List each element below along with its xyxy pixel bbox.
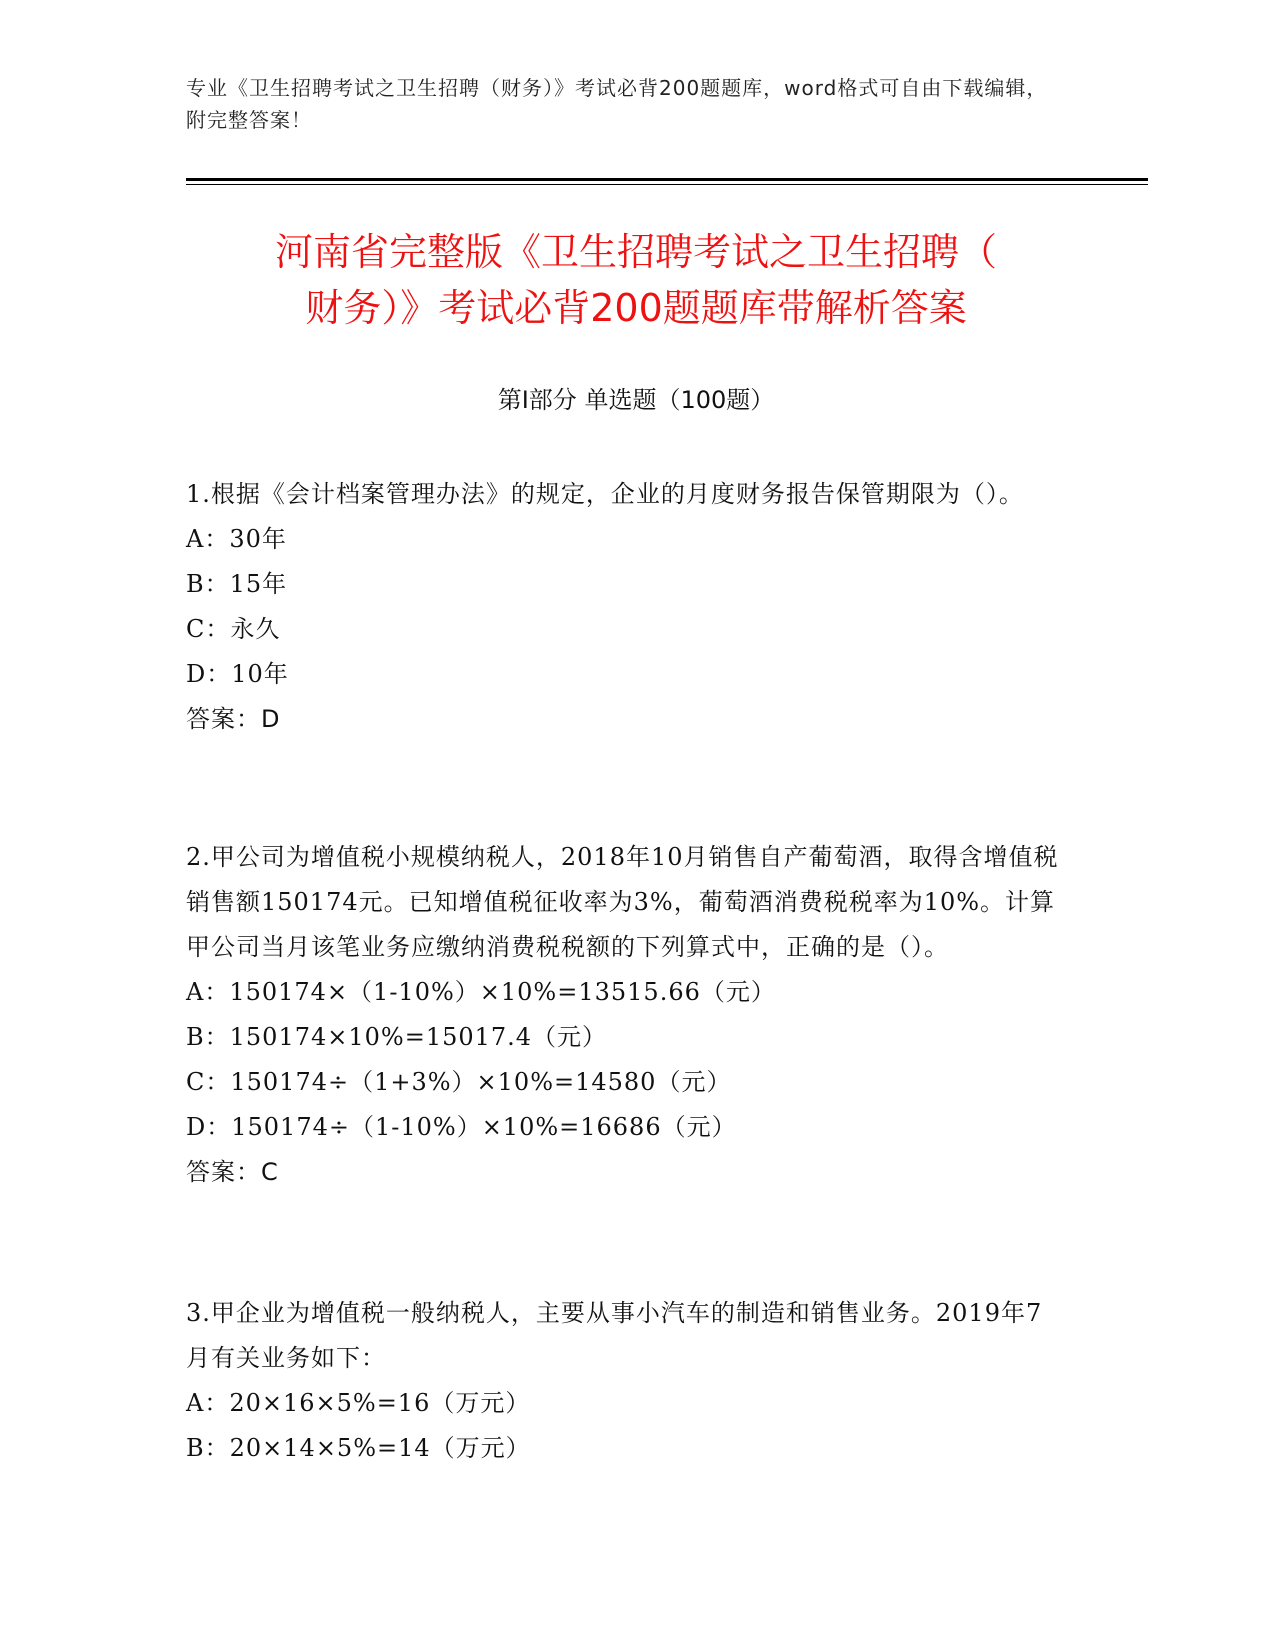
- answer-line: [186, 697, 1066, 742]
- option-b: B：150174×10%=15017.4（元）: [186, 1023, 608, 1051]
- option-a: A：30年: [186, 525, 287, 553]
- option-d: D：10年: [186, 660, 289, 688]
- option-c: C：永久: [186, 615, 281, 643]
- answer-label: 答案：: [186, 705, 261, 733]
- option-a: A：150174×（1-10%）×10%=13515.66（元）: [186, 978, 776, 1006]
- question-2: [186, 835, 1066, 1195]
- option-d: D：150174÷（1-10%）×10%=16686（元）: [186, 1113, 737, 1141]
- question-stem: 1.根据《会计档案管理办法》的规定，企业的月度财务报告保管期限为（）。: [186, 480, 1024, 508]
- header-divider-thick: [186, 178, 1148, 181]
- question-stem: 2.甲公司为增值税小规模纳税人，2018年10月销售自产葡萄酒，取得含增值税销售额150174元。已知增值税征收率为3%，葡萄酒消费税税率为10%。计算甲公司当月该笔业务应缴纳消费税税额的下列算式中，正确的是（）。: [186, 843, 1059, 961]
- question-1: [186, 472, 1066, 742]
- question-stem: 3.甲企业为增值税一般纳税人，主要从事小汽车的制造和销售业务。2019年7月有关业务如下：: [186, 1299, 1043, 1372]
- answer-value: C: [261, 1158, 279, 1186]
- answer-line: [186, 1150, 1066, 1195]
- option-a: A：20×16×5%=16（万元）: [186, 1389, 531, 1417]
- answer-label: 答案：: [186, 1158, 261, 1186]
- option-c: C：150174÷（1+3%）×10%=14580（元）: [186, 1068, 732, 1096]
- document-title: [186, 224, 1086, 336]
- header-note: 专业《卫生招聘考试之卫生招聘（财务）》考试必背200题题库，word格式可自由下载编辑，附完整答案！: [186, 76, 1048, 132]
- option-b: B：15年: [186, 570, 288, 598]
- section-title: 第Ⅰ部分 单选题（100题）: [497, 386, 775, 414]
- option-b: B：20×14×5%=14（万元）: [186, 1434, 531, 1462]
- answer-value: D: [261, 705, 281, 733]
- document-title-line-1: 河南省完整版《卫生招聘考试之卫生招聘（: [274, 230, 997, 274]
- header-divider-thin: [186, 184, 1148, 185]
- question-3: [186, 1291, 1066, 1471]
- document-title-line-2: 财务）》考试必背200题题库带解析答案: [305, 286, 967, 330]
